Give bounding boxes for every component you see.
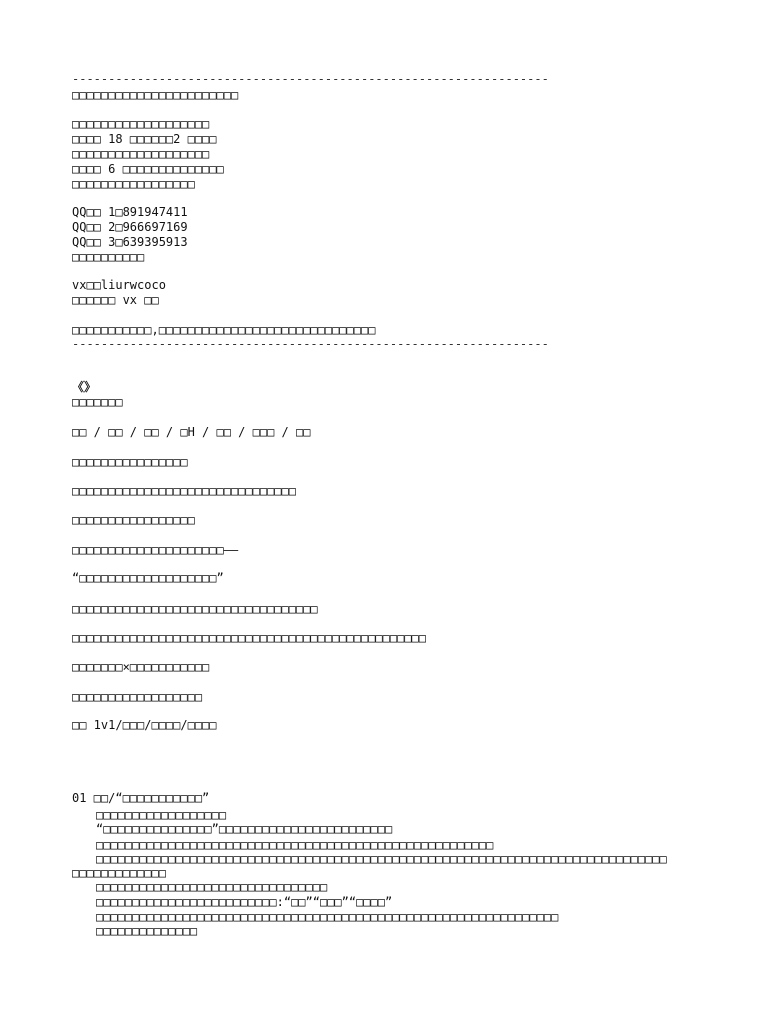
- header-line: □□□□□□□□□□: [72, 250, 145, 264]
- body-line: □□□□□□□□□□□□□□□□□□□□□□□□□□□□□□□□□□□□□□□□□□□□□□□□□□□□□□□□□□□□□□□□□□□□□□□□□□□□□□□: [96, 852, 667, 866]
- header-line: □□□□□□ vx □□: [72, 293, 159, 307]
- header-line: □□□□□□□□□□□□□□□□□□□: [72, 147, 210, 161]
- header-line: □□□□ 6 □□□□□□□□□□□□□□: [72, 162, 224, 176]
- header-line: □□□□□□□□□□□□□□□□□□□: [72, 117, 210, 131]
- header-line: □□□□□□□□□□□,□□□□□□□□□□□□□□□□□□□□□□□□□□□□□□: [72, 323, 376, 337]
- body-line: □□□□□□□□□□□□□□□□□□□□□□□□□□□□□□□□□□□□□□□□□□□□□□□□□□□□□□□: [96, 838, 494, 852]
- intro-line: □□□□□□□×□□□□□□□□□□□: [72, 660, 210, 674]
- separator-rule: ------------------------------------------------------------------: [72, 72, 549, 86]
- header-line: □□□□□□□□□□□□□□□□□: [72, 177, 195, 191]
- book-subtitle: □□□□□□□: [72, 395, 123, 409]
- intro-line: □□□□□□□□□□□□□□□□□□□□□——: [72, 543, 239, 557]
- body-line: □□□□□□□□□□□□□□□□□□□□□□□□□□□□□□□□: [96, 880, 328, 894]
- wechat-id: vx□□liurwcoco: [72, 278, 166, 292]
- intro-quote: “□□□□□□□□□□□□□□□□□□□”: [72, 571, 224, 585]
- body-line: □□□□□□□□□□□□□□: [96, 924, 198, 938]
- qq-number-1: QQ□□ 1□891947411: [72, 205, 188, 219]
- intro-line: □□□□□□□□□□□□□□□□□: [72, 513, 195, 527]
- body-line: “□□□□□□□□□□□□□□□”□□□□□□□□□□□□□□□□□□□□□□□□: [96, 822, 393, 836]
- intro-line: □□□□□□□□□□□□□□□□□□□□□□□□□□□□□□□: [72, 484, 296, 498]
- intro-line: □□□□□□□□□□□□□□□□: [72, 455, 188, 469]
- body-line: □□□□□□□□□□□□□□□□□□□□□□□□□:“□□”“□□□”“□□□□”: [96, 895, 393, 909]
- body-line: □□□□□□□□□□□□□□□□□□□□□□□□□□□□□□□□□□□□□□□□□□□□□□□□□□□□□□□□□□□□□□□□: [96, 910, 559, 924]
- tag-line: □□ / □□ / □□ / □H / □□ / □□□ / □□: [72, 425, 311, 439]
- separator-rule: ------------------------------------------------------------------: [72, 337, 549, 351]
- header-line: □□□□ 18 □□□□□□2 □□□□: [72, 132, 217, 146]
- qq-number-3: QQ□□ 3□639395913: [72, 235, 188, 249]
- qq-number-2: QQ□□ 2□966697169: [72, 220, 188, 234]
- intro-line: □□□□□□□□□□□□□□□□□□□□□□□□□□□□□□□□□□□□□□□□□□□□□□□□□: [72, 631, 427, 645]
- body-line: □□□□□□□□□□□□□: [72, 866, 166, 880]
- chapter-heading: 01 □□/“□□□□□□□□□□□”: [72, 791, 210, 805]
- intro-line: □□□□□□□□□□□□□□□□□□: [72, 690, 203, 704]
- book-title-mark: 《》: [72, 380, 97, 394]
- intro-line: □□□□□□□□□□□□□□□□□□□□□□□□□□□□□□□□□□: [72, 602, 318, 616]
- header-line: □□□□□□□□□□□□□□□□□□□□□□□: [72, 88, 239, 102]
- intro-line: □□ 1v1/□□□/□□□□/□□□□: [72, 718, 217, 732]
- body-line: □□□□□□□□□□□□□□□□□□: [96, 808, 227, 822]
